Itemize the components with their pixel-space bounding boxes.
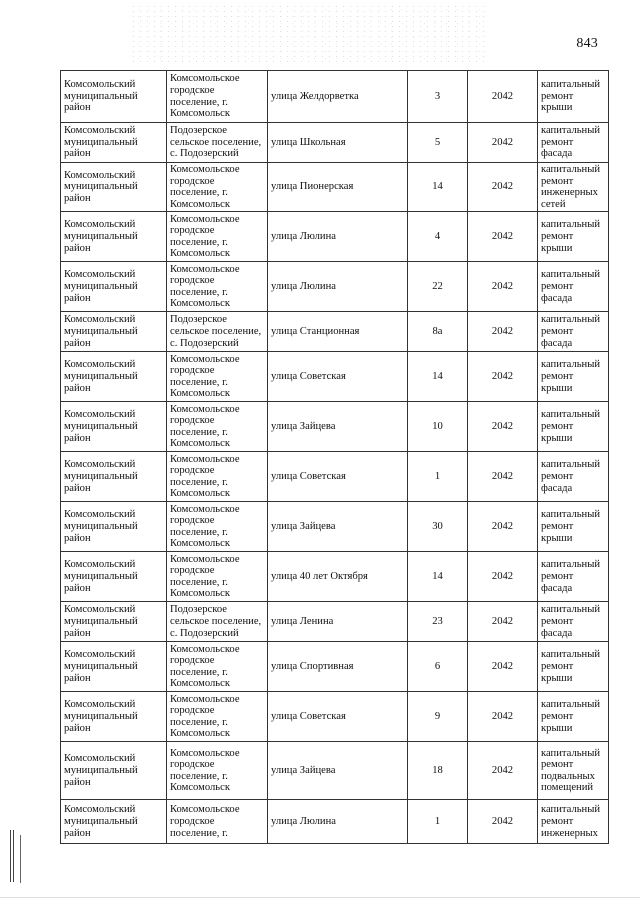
cell-settlement: Комсомольское городское поселение, г. Комсомольск: [167, 352, 268, 402]
table-row: [61, 642, 609, 692]
cell-settlement: Подозерское сельское поселение, с. Подозерский: [167, 602, 268, 642]
cell-district: Комсомольский муниципальный район: [61, 552, 167, 602]
cell-year: 2042: [468, 800, 538, 844]
cell-year: 2042: [468, 452, 538, 502]
cell-street: улица Желдорветка: [268, 71, 408, 123]
cell-street: улица Школьная: [268, 123, 408, 163]
cell-work: капитальный ремонт крыши: [538, 642, 609, 692]
cell-year: 2042: [468, 402, 538, 452]
cell-district: Комсомольский муниципальный район: [61, 163, 167, 212]
scan-edge-line: [0, 897, 640, 898]
cell-house: 14: [408, 352, 468, 402]
table-row: [61, 800, 609, 844]
cell-work: капитальный ремонт инженерных: [538, 800, 609, 844]
cell-house: 18: [408, 742, 468, 800]
cell-work: капитальный ремонт фасада: [538, 452, 609, 502]
repair-schedule-table: [60, 70, 609, 844]
cell-street: улица Ленина: [268, 602, 408, 642]
cell-house: 10: [408, 402, 468, 452]
cell-year: 2042: [468, 163, 538, 212]
cell-year: 2042: [468, 123, 538, 163]
cell-year: 2042: [468, 71, 538, 123]
cell-settlement: Комсомольское городское поселение, г. Комсомольск: [167, 692, 268, 742]
cell-settlement: Комсомольское городское поселение, г. Комсомольск: [167, 502, 268, 552]
cell-house: 30: [408, 502, 468, 552]
cell-work: капитальный ремонт фасада: [538, 602, 609, 642]
cell-settlement: Комсомольское городское поселение, г. Комсомольск: [167, 742, 268, 800]
cell-work: капитальный ремонт инженерных сетей: [538, 163, 609, 212]
cell-year: 2042: [468, 352, 538, 402]
cell-work: капитальный ремонт подвальных помещений: [538, 742, 609, 800]
cell-street: улица Пионерская: [268, 163, 408, 212]
cell-house: 22: [408, 262, 468, 312]
page-number: 843: [576, 36, 598, 51]
cell-house: 14: [408, 552, 468, 602]
table-row: [61, 163, 609, 212]
cell-settlement: Комсомольское городское поселение, г. Комсомольск: [167, 452, 268, 502]
cell-year: 2042: [468, 602, 538, 642]
table-row: [61, 452, 609, 502]
cell-district: Комсомольский муниципальный район: [61, 452, 167, 502]
cell-house: 1: [408, 800, 468, 844]
cell-house: 4: [408, 212, 468, 262]
cell-district: Комсомольский муниципальный район: [61, 502, 167, 552]
cell-settlement: Комсомольское городское поселение, г. Комсомольск: [167, 163, 268, 212]
cell-work: капитальный ремонт фасада: [538, 312, 609, 352]
cell-settlement: Подозерское сельское поселение, с. Подозерский: [167, 312, 268, 352]
cell-work: капитальный ремонт крыши: [538, 71, 609, 123]
cell-year: 2042: [468, 552, 538, 602]
cell-work: капитальный ремонт крыши: [538, 212, 609, 262]
cell-work: капитальный ремонт фасада: [538, 262, 609, 312]
cell-district: Комсомольский муниципальный район: [61, 402, 167, 452]
table-row: [61, 262, 609, 312]
scan-header-noise: [130, 4, 490, 62]
cell-work: капитальный ремонт фасада: [538, 123, 609, 163]
cell-street: улица Советская: [268, 692, 408, 742]
cell-settlement: Комсомольское городское поселение, г. Комсомольск: [167, 262, 268, 312]
cell-street: улица Зайцева: [268, 402, 408, 452]
cell-street: улица Зайцева: [268, 742, 408, 800]
cell-house: 6: [408, 642, 468, 692]
cell-year: 2042: [468, 212, 538, 262]
cell-district: Комсомольский муниципальный район: [61, 800, 167, 844]
cell-district: Комсомольский муниципальный район: [61, 71, 167, 123]
cell-settlement: Комсомольское городское поселение, г. Комсомольск: [167, 71, 268, 123]
cell-year: 2042: [468, 262, 538, 312]
cell-district: Комсомольский муниципальный район: [61, 352, 167, 402]
cell-district: Комсомольский муниципальный район: [61, 642, 167, 692]
cell-house: 3: [408, 71, 468, 123]
cell-work: капитальный ремонт крыши: [538, 402, 609, 452]
cell-settlement: Комсомольское городское поселение, г. Комсомольск: [167, 212, 268, 262]
cell-house: 5: [408, 123, 468, 163]
cell-street: улица Зайцева: [268, 502, 408, 552]
cell-district: Комсомольский муниципальный район: [61, 123, 167, 163]
cell-settlement: Комсомольское городское поселение, г. Комсомольск: [167, 642, 268, 692]
cell-house: 23: [408, 602, 468, 642]
table-row: [61, 692, 609, 742]
cell-district: Комсомольский муниципальный район: [61, 212, 167, 262]
cell-house: 9: [408, 692, 468, 742]
cell-work: капитальный ремонт фасада: [538, 552, 609, 602]
cell-street: улица 40 лет Октября: [268, 552, 408, 602]
cell-district: Комсомольский муниципальный район: [61, 692, 167, 742]
cell-street: улица Станционная: [268, 312, 408, 352]
cell-settlement: Комсомольское городское поселение, г. Комсомольск: [167, 552, 268, 602]
table-row: [61, 212, 609, 262]
table-row: [61, 123, 609, 163]
table-row: [61, 742, 609, 800]
cell-settlement: Подозерское сельское поселение, с. Подозерский: [167, 123, 268, 163]
table-row: [61, 602, 609, 642]
cell-district: Комсомольский муниципальный район: [61, 312, 167, 352]
table-body: [61, 71, 609, 844]
cell-street: улица Спортивная: [268, 642, 408, 692]
cell-work: капитальный ремонт крыши: [538, 352, 609, 402]
cell-district: Комсомольский муниципальный район: [61, 262, 167, 312]
cell-year: 2042: [468, 642, 538, 692]
cell-settlement: Комсомольское городское поселение, г.: [167, 800, 268, 844]
binding-mark: [10, 830, 14, 882]
cell-street: улица Советская: [268, 352, 408, 402]
cell-district: Комсомольский муниципальный район: [61, 602, 167, 642]
table-row: [61, 312, 609, 352]
cell-work: капитальный ремонт крыши: [538, 502, 609, 552]
table-row: [61, 71, 609, 123]
cell-house: 14: [408, 163, 468, 212]
cell-street: улица Люлина: [268, 800, 408, 844]
cell-house: 8а: [408, 312, 468, 352]
table-row: [61, 402, 609, 452]
cell-settlement: Комсомольское городское поселение, г. Комсомольск: [167, 402, 268, 452]
cell-street: улица Люлина: [268, 262, 408, 312]
cell-year: 2042: [468, 692, 538, 742]
cell-district: Комсомольский муниципальный район: [61, 742, 167, 800]
cell-year: 2042: [468, 742, 538, 800]
table-row: [61, 352, 609, 402]
cell-street: улица Люлина: [268, 212, 408, 262]
cell-year: 2042: [468, 312, 538, 352]
table-row: [61, 502, 609, 552]
cell-house: 1: [408, 452, 468, 502]
table-row: [61, 552, 609, 602]
binding-mark-secondary: [20, 835, 21, 883]
cell-year: 2042: [468, 502, 538, 552]
cell-street: улица Советская: [268, 452, 408, 502]
cell-work: капитальный ремонт крыши: [538, 692, 609, 742]
